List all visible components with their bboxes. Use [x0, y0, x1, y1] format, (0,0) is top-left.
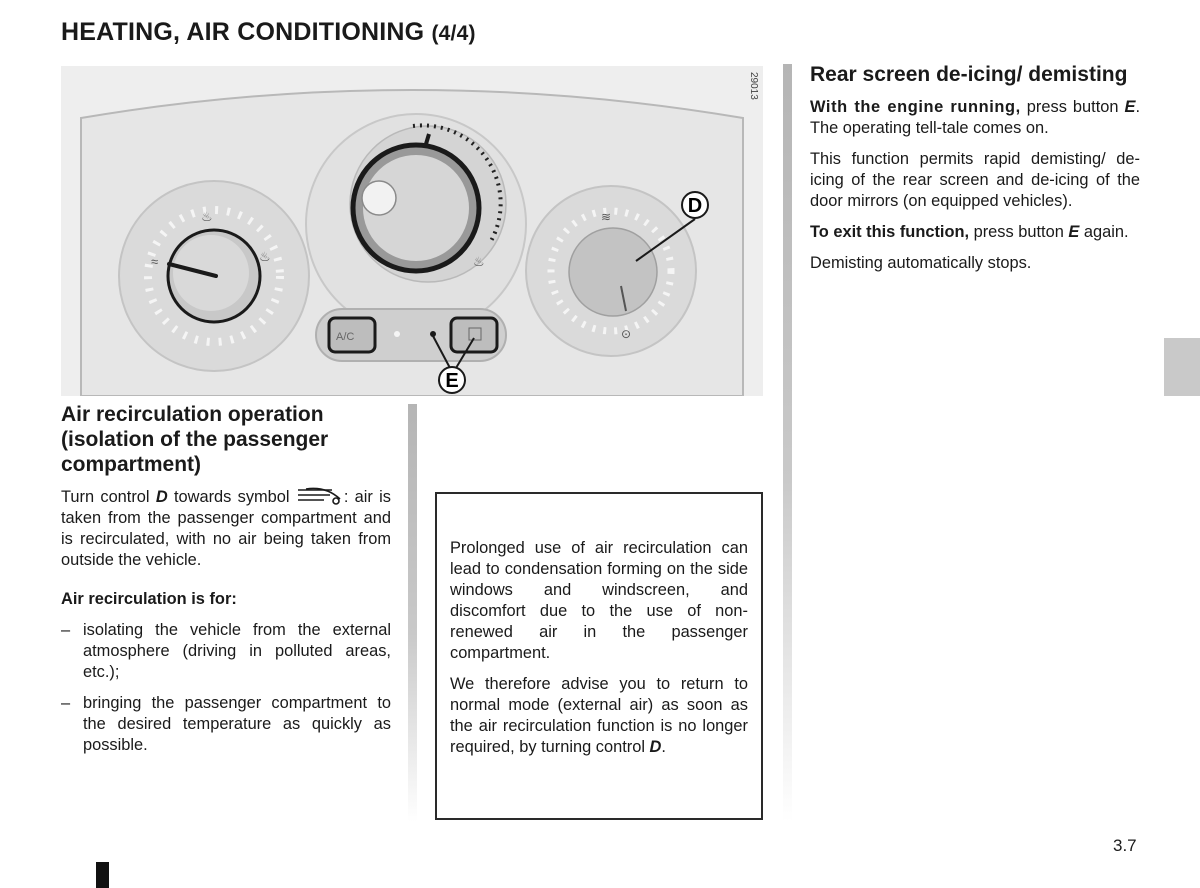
intro-text-3: : air is taken from the passenger compartment and is recirculated, with no air being taken from outside the vehicle. [61, 488, 391, 569]
demisting-paragraph-3 [810, 222, 1140, 243]
button-strip [316, 309, 506, 361]
intro-text-1: Turn control [61, 488, 156, 506]
recirculation-symbol-icon [296, 487, 344, 505]
fan-symbol: ♨ [473, 254, 485, 269]
vent-symbol-top: ♨ [201, 209, 213, 224]
exit-function-text: To exit this function, [810, 223, 970, 241]
recirculation-intro [61, 487, 391, 571]
engine-running-text: With the engine running, [810, 98, 1021, 116]
p1-text-1: press button [1020, 98, 1125, 116]
page-title [61, 18, 476, 47]
figure-code: 29013 [748, 72, 759, 100]
control-d-ref: D [155, 488, 168, 506]
right-column [810, 62, 1140, 284]
fan-speed-knob [306, 114, 526, 334]
fresh-air-symbol: ≋ [601, 210, 612, 224]
column-divider-left [408, 404, 417, 822]
callout-e-label: E [445, 370, 459, 392]
p1-text-2: . The operating tell-tale comes on. [810, 98, 1140, 137]
callout-d-label: D [687, 195, 703, 217]
list-item: – bringing the passenger compartment to the desired temperature as quickly as possible. [61, 693, 391, 756]
demisting-paragraph-4: Demisting automatically stops. [810, 254, 1032, 272]
p3-text-2: again. [1079, 223, 1129, 241]
cold-symbol: ≈ [151, 254, 159, 269]
section-tab [1164, 338, 1200, 396]
corner-mark [96, 862, 109, 888]
ac-button-label: A/C [336, 331, 355, 343]
button-e-ref: E [1124, 98, 1136, 116]
recirculation-subheading: Air recirculation is for: [61, 590, 237, 608]
p3-text-1: press button [969, 223, 1069, 241]
control-d-ref: D [649, 738, 662, 756]
recirculation-heading: Air recirculation operation (isolation of the passenger compartment) [61, 403, 329, 476]
recirc-symbol: ⊙ [621, 327, 632, 341]
page-number: 3.7 [1113, 836, 1137, 855]
button-e-ref: E [1068, 223, 1080, 241]
advice-paragraph-1: Prolonged use of air recirculation can lead to condensation forming on the side windows and windscreen, and discomfort due to the use of non-renewed air in the passenger compartment. [450, 539, 748, 662]
advice-text-2: . [661, 738, 666, 756]
recirculation-list [61, 620, 391, 756]
control-panel-figure [61, 66, 763, 396]
list-item: – isolating the vehicle from the external atmosphere (driving in polluted areas, etc.); [61, 620, 391, 683]
windscreen-symbol: ♨ [259, 249, 271, 264]
control-d-knob [526, 186, 696, 356]
demisting-heading: Rear screen de-icing/ demisting [810, 63, 1128, 86]
intro-text-2: towards symbol [167, 488, 296, 506]
column-divider-right [783, 64, 792, 822]
temperature-knob [119, 181, 309, 371]
control-panel-illustration [61, 66, 763, 396]
demisting-body [810, 97, 1140, 274]
advice-box [435, 492, 763, 820]
demisting-paragraph-1 [810, 97, 1140, 139]
advice-paragraph-2 [450, 674, 748, 758]
page-title-main: HEATING, AIR CONDITIONING [61, 18, 432, 46]
demisting-paragraph-2: This function permits rapid demisting/ de-icing of the rear screen and de-icing of the door mirrors (on equipped vehicles). [810, 150, 1140, 210]
left-column [61, 402, 391, 766]
advice-text-1: We therefore advise you to return to normal mode (external air) as soon as the air recirculation function is no longer required, by turning control [450, 675, 748, 756]
recirculation-body [61, 487, 391, 756]
page-title-suffix: (4/4) [431, 22, 476, 45]
